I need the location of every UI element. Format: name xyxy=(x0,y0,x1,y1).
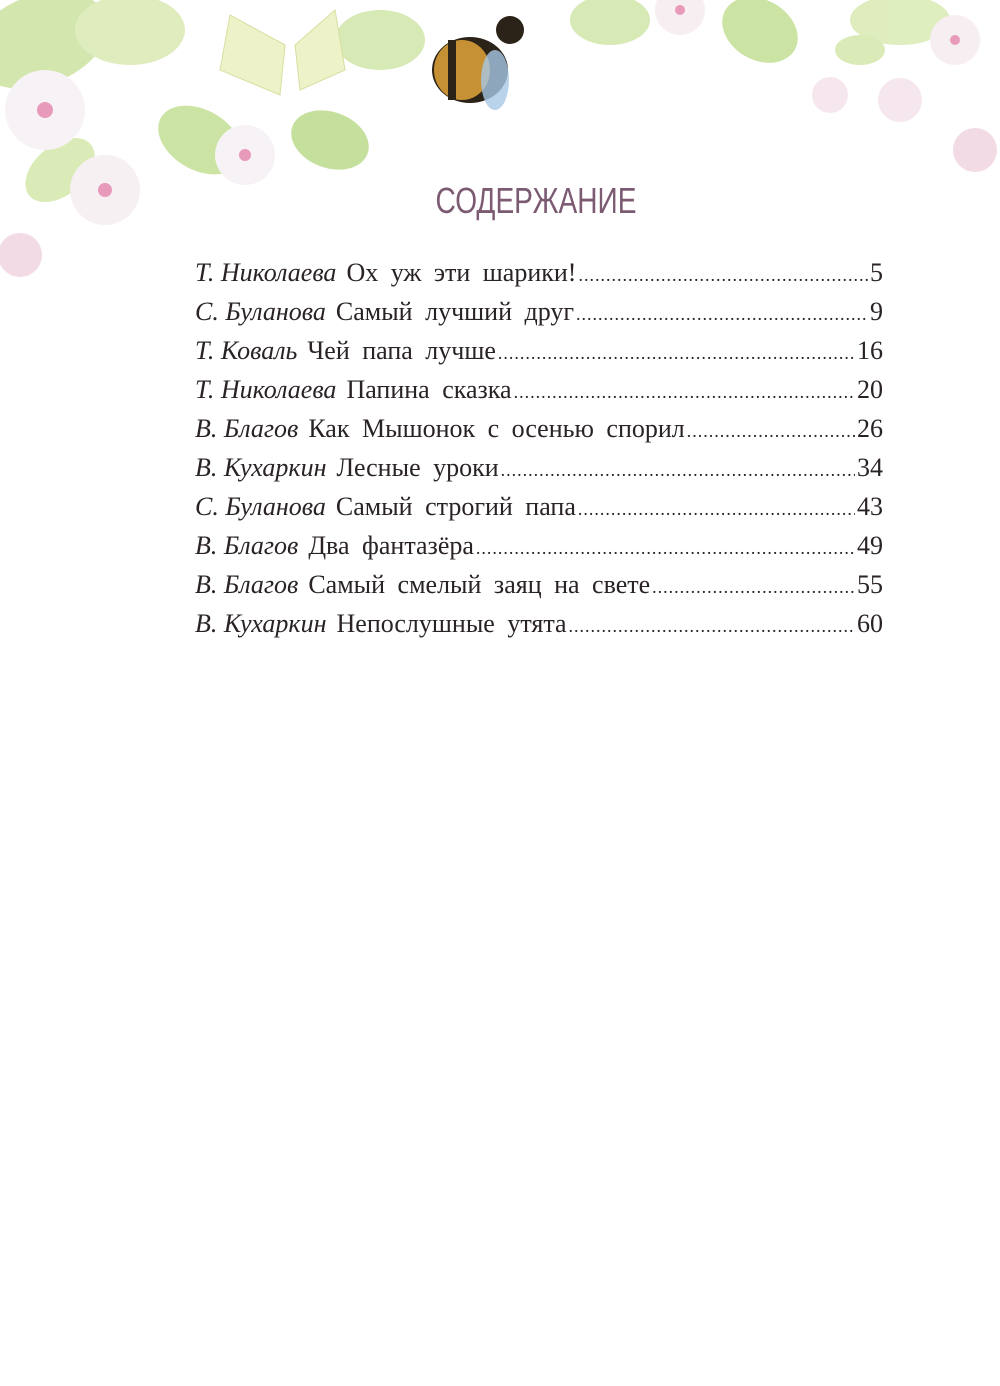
entry-author: Т. Николаева xyxy=(195,258,337,287)
toc-entry xyxy=(195,487,883,526)
dot-leader xyxy=(578,256,868,295)
dot-leader xyxy=(687,412,855,451)
entry-author: Т. Николаева xyxy=(195,375,337,404)
toc-entry xyxy=(195,409,883,448)
entry-title: Непослушные утята xyxy=(336,609,567,638)
entry-page-number: 49 xyxy=(857,531,883,560)
butterfly-icon xyxy=(220,10,345,95)
toc-entry xyxy=(195,331,883,370)
dot-leader xyxy=(578,490,855,529)
entry-title: Два фантазёра xyxy=(308,531,474,560)
dot-leader xyxy=(501,451,855,490)
dot-leader xyxy=(498,334,855,373)
entry-title: Ох уж эти шарики! xyxy=(346,258,577,287)
bee-icon xyxy=(432,16,524,110)
toc-entry xyxy=(195,292,883,331)
entry-author: В. Благов xyxy=(195,531,299,560)
entry-title: Лесные уроки xyxy=(336,453,499,482)
toc-entry xyxy=(195,370,883,409)
entry-page-number: 55 xyxy=(857,570,883,599)
entry-title: Папина сказка xyxy=(346,375,512,404)
entry-page-number: 26 xyxy=(857,414,883,443)
dot-leader xyxy=(514,373,855,412)
toc-entry xyxy=(195,565,883,604)
toc-entry xyxy=(195,526,883,565)
dot-leader xyxy=(576,295,868,334)
entry-author: В. Кухаркин xyxy=(195,609,327,638)
dot-leader xyxy=(476,529,855,568)
entry-author: Т. Коваль xyxy=(195,336,298,365)
entry-title: Самый строгий папа xyxy=(335,492,576,521)
entry-page-number: 34 xyxy=(857,453,883,482)
entry-page-number: 9 xyxy=(870,297,883,326)
dot-leader xyxy=(652,568,855,607)
page-title: СОДЕРЖАНИЕ xyxy=(435,180,637,221)
entry-title: Самый смелый заяц на свете xyxy=(308,570,651,599)
entry-author: В. Благов xyxy=(195,570,299,599)
entry-author: С. Буланова xyxy=(195,297,326,326)
dot-leader xyxy=(569,607,855,646)
entry-page-number: 5 xyxy=(870,258,883,287)
entry-author: В. Благов xyxy=(195,414,299,443)
entry-page-number: 60 xyxy=(857,609,883,638)
toc-entry xyxy=(195,253,883,292)
entry-title: Самый лучший друг xyxy=(335,297,575,326)
entry-author: С. Буланова xyxy=(195,492,326,521)
toc-entry xyxy=(195,448,883,487)
entry-author: В. Кухаркин xyxy=(195,453,327,482)
entry-page-number: 43 xyxy=(857,492,883,521)
toc-entry xyxy=(195,604,883,643)
entry-title: Как Мышонок с осенью спорил xyxy=(308,414,685,443)
entry-title: Чей папа лучше xyxy=(307,336,496,365)
entry-page-number: 16 xyxy=(857,336,883,365)
entry-page-number: 20 xyxy=(857,375,883,404)
table-of-contents xyxy=(195,253,883,643)
